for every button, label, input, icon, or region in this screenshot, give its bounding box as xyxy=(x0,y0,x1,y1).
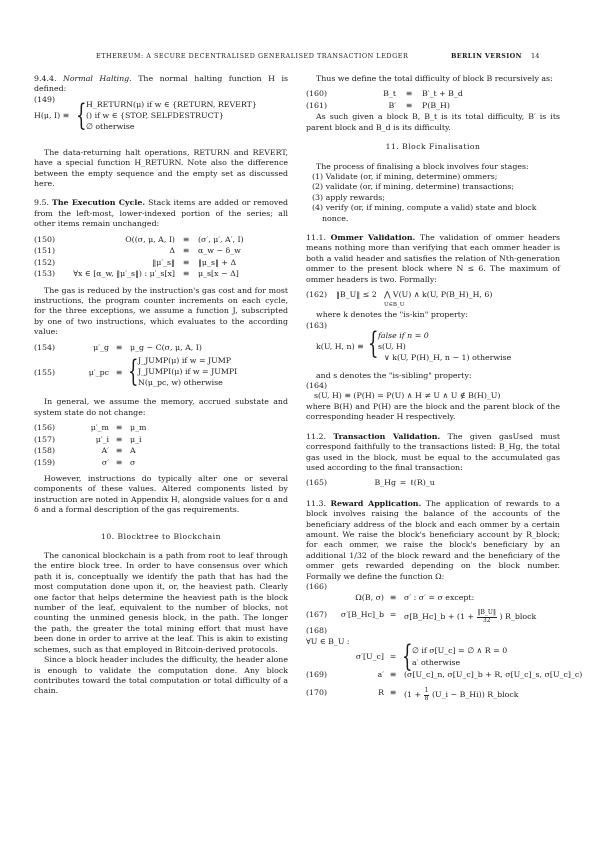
equation-161: (161) B′ ≡ P(B_H) xyxy=(306,100,450,110)
equation-row: (156) μ′_m ≡ μ_m xyxy=(34,423,147,432)
halting-title: Normal Halting. xyxy=(62,74,132,83)
general-paragraph: In general, we assume the memory, accrued substate and system state do not change: xyxy=(34,397,288,417)
equation-169: (169) a′ ≡ (σ[U_c]_n, σ[U_c]_b + R, σ[U_c]_s, σ[U_c]_c) xyxy=(306,670,583,680)
halt-operations-paragraph: The data-returning halt operations, RETURN and REVERT, have a special function H_RETURN. Note also the difference between the empty sequence and the empty set as discussed here. xyxy=(34,147,288,189)
transaction-validation-paragraph: 11.2. Transaction Validation. The given gasUsed must correspond faithfully to the transactions listed: B_Hg, the total gas used in the block, must be equal to the accumulated gas used according to the final transaction: xyxy=(306,431,561,472)
brace-symbol: { xyxy=(402,639,413,675)
left-column xyxy=(34,74,288,697)
since-paragraph: Since a block header includes the difficulty, the header alone is enough to validate the computation done. Any block contributes toward the total computation or total difficulty of a chain. xyxy=(34,655,288,696)
given-paragraph: As such given a block B, B_t is its total difficulty, B′ is its parent block and B_d is its difficulty. xyxy=(306,112,560,132)
transaction-validation-title: Transaction Validation. xyxy=(333,431,441,441)
equation-149: (149) H(μ, I) ≡ { H_RETURN(μ) if w ∈ {RETURN, REVERT} () if w ∈ {STOP, SELFDESTRUCT} ∅ otherwise xyxy=(34,94,257,133)
list-item: (2) validate (or, if mining, determine) transactions; xyxy=(312,182,515,192)
section-10-title: 10. Blocktree to Blockchain xyxy=(101,531,221,541)
kin-paragraph: where k denotes the "is-kin" property: xyxy=(316,310,468,320)
execution-cycle-title: The Execution Cycle. xyxy=(52,198,146,208)
running-header xyxy=(0,52,595,64)
equation-162: (162) ‖B_U‖ ≤ 2 ⋀ V(U) ∧ k(U, P(B_H)_H, 6) U∈B_U xyxy=(306,290,493,309)
equations-150-153 xyxy=(34,235,288,281)
right-column xyxy=(306,74,583,704)
page-number: 14 xyxy=(531,52,540,60)
equation-170: (170) R ≡ (1 + $\frac{1}{8}$ (U_i − B_Hi)) R_block xyxy=(306,687,519,702)
equation-164: (164) s(U, H) ≡ (P(H) = P(U) ∧ H ≠ U ∧ U ∉ B(H)_U) xyxy=(306,380,501,400)
fraction: $\frac{1}{8}$ xyxy=(424,687,429,702)
halting-paragraph: 9.4.4. Normal Halting. The normal halting function H is defined: xyxy=(34,74,288,94)
reward-application-title: Reward Application. xyxy=(330,498,422,508)
brace-symbol: { xyxy=(368,325,379,361)
canonical-paragraph: The canonical blockchain is a path from root to leaf through the entire block tree. In order to have consensus over which path it is, conceptually we identify the path that has had the most computation done upon it, or, the heaviest path. Clearly one factor that helps determine the heaviest path is the block number of the leaf, equivalent to the number of blocks, not counting the unmined genesis block, in the path. The longer the path, the greater the total mining effort that must have been done in order to arrive at the leaf. This is akin to existing schemes, such as that employed in Bitcoin-derived protocols. xyxy=(34,551,288,654)
reward-application-paragraph: 11.3. Reward Application. The application of rewards to a block involves raising the balance of the accounts of the beneficiary address of the block and each ommer by a certain amount. We raise the block's beneficiary account by R_block; for each ommer, we raise the block's beneficiary by an additional 1/32 of the block reward and the beneficiary of the ommer gets rewarded depending on the block number. Formally we define the function Ω: xyxy=(306,498,560,581)
stages-list xyxy=(306,172,560,224)
equation-155: (155) μ′_pc ≡ { J_JUMP(μ) if w = JUMP J_JUMPI(μ) if w = JUMPI N(μ_pc, w) otherwise xyxy=(34,354,238,390)
execution-cycle-paragraph: 9.5. The Execution Cycle. Stack items are added or removed from the left-most, lower-indexed portion of the series; all other items remain unchanged: xyxy=(34,198,288,229)
equation-167: (167) σ′[B_Hc]_b = σ[B_Hc]_b + (1 + $\frac{‖B\_U‖}{32}$ ) R_block xyxy=(306,609,537,624)
equation-row: (157) μ′_i ≡ μ_i xyxy=(34,434,142,444)
equation-row: (151) Δ ≡ α_w − δ_w xyxy=(34,246,241,256)
list-item: (4) verify (or, if mining, compute a valid) state and block nonce. xyxy=(312,203,537,223)
equation-row: (158) A′ ≡ A xyxy=(34,446,136,455)
equation-168: (168) ∀U ∈ B_U : σ′[U_c] = { ∅ if σ[U_c] = ∅ ∧ R = 0 a′ otherwise xyxy=(306,626,508,675)
version-label: BERLIN VERSION xyxy=(451,52,522,60)
list-item: (3) apply rewards; xyxy=(312,192,385,202)
sibling-paragraph: and s denotes the "is-sibling" property: xyxy=(316,370,472,380)
section-11-title: 11. Block Finalisation xyxy=(385,142,481,152)
list-item: (1) Validate (or, if mining, determine) ommers; xyxy=(312,172,498,182)
equations-156-159 xyxy=(34,423,288,469)
equation-160: (160) B_t ≡ B′_t + B_d xyxy=(306,89,463,99)
equation-165: (165) B_Hg = ℓ(R)_u xyxy=(306,478,435,488)
equation-row: (153) ∀x ∈ [α_w, ‖μ′_s‖) : μ′_s[x] ≡ μ_s[x − Δ] xyxy=(34,269,239,279)
process-paragraph: The process of finalising a block involves four stages: xyxy=(316,161,529,171)
equation-row: (159) σ′ ≡ σ xyxy=(34,457,136,467)
where-paragraph: where B(H) and P(H) are the block and the parent block of the corresponding header H respectively. xyxy=(306,401,560,422)
equation-163: (163) k(U, H, n) ≡ { false if n = 0 s(U, H) ∨ k(U, P(H)_H, n − 1) otherwise xyxy=(306,320,512,362)
brace-symbol: { xyxy=(76,97,87,133)
total-difficulty-paragraph: Thus we define the total difficulty of block B recursively as: xyxy=(316,74,553,83)
however-paragraph: However, instructions do typically alter one or several components of these values. Altered components listed by instruction are noted in Appendix H, alongside values for α and δ and a formal description of the gas requirements. xyxy=(34,474,288,515)
gas-paragraph: The gas is reduced by the instruction's gas cost and for most instructions, the program counter increments on each cycle, for the three exceptions, we assume a function J, subscripted by one of two instructions, which evaluates to the according value: xyxy=(34,285,288,337)
equation-166: (166) Ω(B, σ) ≡ σ′ : σ′ = σ except: xyxy=(306,582,475,603)
equation-row: (150) O((σ, μ, A, I) ≡ (σ′, μ′, A′, I) xyxy=(34,234,244,244)
ommer-validation-paragraph: 11.1. Ommer Validation. The validation of ommer headers means nothing more than verifying that each ommer header is both a valid header and satisfies the relation of Nth-generation ommer to the present block where N ≤ 6. The maximum of ommer headers is two. Formally: xyxy=(306,233,560,284)
running-title: ETHEREUM: A SECURE DECENTRALISED GENERALISED TRANSACTION LEDGER xyxy=(96,52,409,60)
equation-row: (152) ‖μ′_s‖ ≡ ‖μ_s‖ + Δ xyxy=(34,257,237,267)
brace-symbol: { xyxy=(128,354,139,390)
ommer-validation-title: Ommer Validation. xyxy=(330,233,416,243)
fraction: $\frac{‖B\_U‖}{32}$ xyxy=(477,609,496,624)
equation-154: (154) μ′_g ≡ μ_g − C(σ, μ, A, I) xyxy=(34,342,202,352)
